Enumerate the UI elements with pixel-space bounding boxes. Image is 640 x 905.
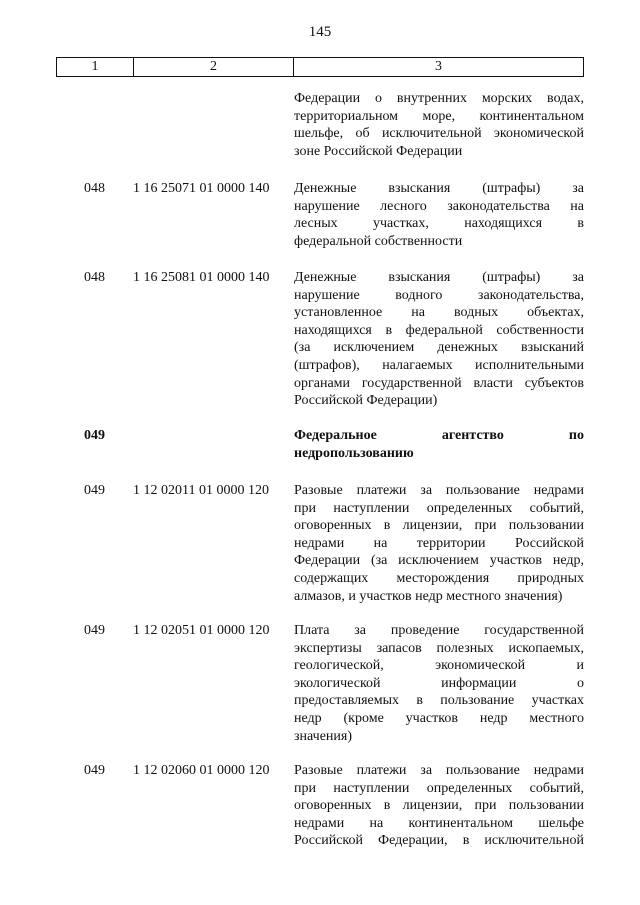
- column-header-2: 2: [134, 58, 294, 76]
- description-line: содержащих месторождения природных: [294, 570, 584, 586]
- column-header-row: [56, 57, 584, 77]
- description-line: зоне Российской Федерации: [294, 143, 463, 159]
- description-line: находящихся в федеральной собственности: [294, 322, 584, 338]
- description-line: нарушение лесного законодательства на: [294, 198, 584, 214]
- agency-code: 048: [84, 270, 105, 285]
- description-line: значения): [294, 728, 353, 744]
- agency-name: [294, 427, 584, 462]
- row-description: [294, 762, 584, 850]
- description-line: геологической, экономической и: [294, 658, 584, 674]
- description-line: лесных участках, находящихся в: [294, 216, 584, 232]
- description-line: Денежные взыскания (штрафы) за: [294, 181, 584, 196]
- description-line: при наступлении определенных событий,: [294, 500, 584, 516]
- description-line: при наступлении определенных событий,: [294, 780, 584, 796]
- description-line: территориальном море, континентальном: [294, 108, 584, 124]
- budget-code: 1 16 25081 01 0000 140: [133, 270, 270, 285]
- description-line: недрами на континентальном шельфе: [294, 815, 584, 831]
- description-line: экологической информации о: [294, 675, 584, 691]
- description-line: Разовые платежи за пользование недрами: [294, 763, 584, 778]
- row-description: [294, 269, 584, 410]
- description-line: оговоренных в лицензии, при пользовании: [294, 798, 584, 814]
- budget-code: 1 16 25071 01 0000 140: [133, 181, 270, 196]
- description-line: (за исключением денежных взысканий: [294, 340, 584, 356]
- description-line: установленное на водных объектах,: [294, 305, 584, 321]
- description-line: нарушение водного законодательства,: [294, 287, 584, 303]
- agency-code: 048: [84, 181, 105, 196]
- agency-code: 049: [84, 623, 105, 638]
- description-line: Российской Федерации): [294, 393, 438, 409]
- description-line: недр (кроме участков недр местного: [294, 710, 584, 726]
- description-line: алмазов, и участков недр местного значения): [294, 588, 563, 604]
- description-line: предоставляемых в пользование участках: [294, 693, 584, 709]
- row-description: [294, 622, 584, 745]
- description-line: Российской Федерации, в исключительной: [294, 833, 584, 849]
- row-description: [294, 482, 584, 605]
- column-header-1: 1: [57, 58, 134, 76]
- budget-code: 1 12 02060 01 0000 120: [133, 763, 270, 778]
- description-line: Федерации о внутренних морских водах,: [294, 91, 584, 106]
- description-line: (штрафов), налагаемых исполнительными: [294, 357, 584, 373]
- description-line: оговоренных в лицензии, при пользовании: [294, 518, 584, 534]
- column-header-3: 3: [435, 59, 442, 74]
- description-line: Федеральное агентство по: [294, 428, 584, 443]
- description-line: федеральной собственности: [294, 233, 463, 249]
- page-number: 145: [308, 24, 332, 40]
- row-description: [294, 90, 584, 160]
- row-description: [294, 180, 584, 250]
- description-line: недрами на территории Российской: [294, 535, 584, 551]
- description-line: Плата за проведение государственной: [294, 623, 584, 638]
- agency-code: 049: [84, 428, 105, 443]
- agency-code: 049: [84, 763, 105, 778]
- budget-code: 1 12 02011 01 0000 120: [133, 483, 269, 498]
- description-line: шельфе, об исключительной экономической: [294, 126, 584, 142]
- agency-code: 049: [84, 483, 105, 498]
- description-line: недропользованию: [294, 445, 414, 461]
- description-line: органами государственной власти субъектов: [294, 375, 584, 391]
- description-line: экспертизы запасов полезных ископаемых,: [294, 640, 584, 656]
- budget-code: 1 12 02051 01 0000 120: [133, 623, 270, 638]
- description-line: Федерации (за исключением участков недр,: [294, 553, 584, 569]
- description-line: Разовые платежи за пользование недрами: [294, 483, 584, 498]
- description-line: Денежные взыскания (штрафы) за: [294, 270, 584, 285]
